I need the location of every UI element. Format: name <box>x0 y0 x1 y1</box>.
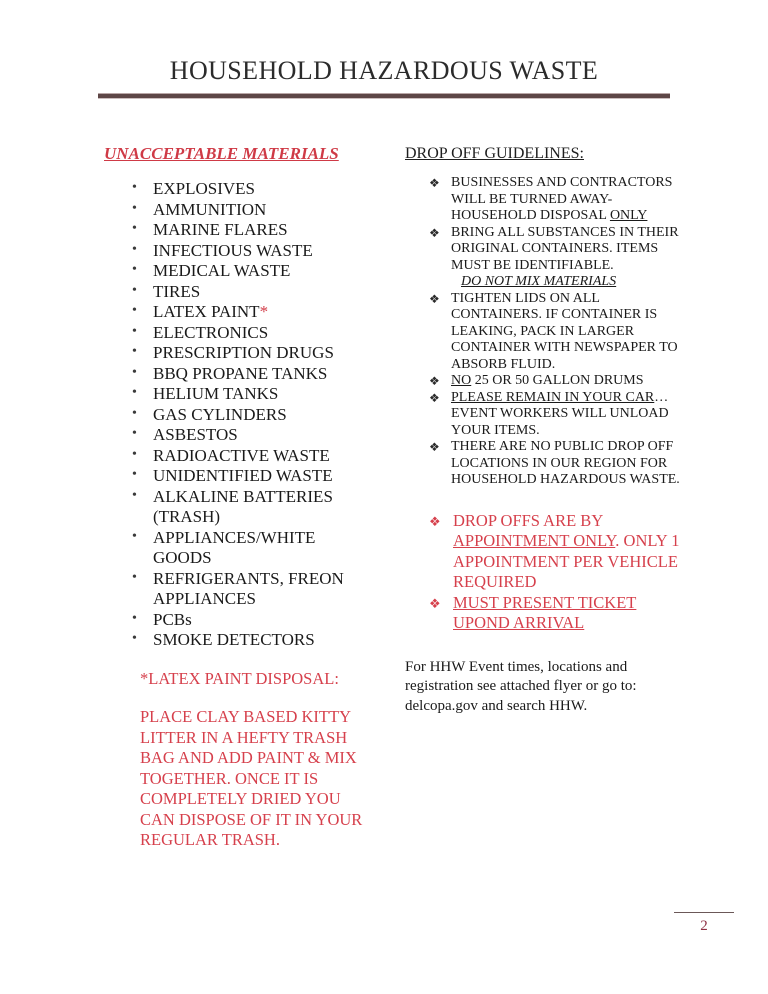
guideline-emphasis: PLEASE REMAIN IN YOUR CAR <box>451 389 655 405</box>
list-item-label: SMOKE DETECTORS <box>153 630 315 649</box>
list-item-label: MEDICAL WASTE <box>153 261 291 280</box>
guideline-item-businesses <box>429 175 680 225</box>
list-item-label: GAS CYLINDERS <box>153 404 287 424</box>
guideline-text: DROP OFFS ARE BY <box>453 510 603 530</box>
guideline-item-present-ticket <box>429 593 680 634</box>
list-item <box>130 610 375 631</box>
list-item <box>130 446 375 467</box>
page-number-block <box>668 912 740 935</box>
guideline-text: . ONLY 1 APPOINTMENT PER VEHICLE REQUIRED <box>453 531 680 591</box>
drop-off-guidelines-list <box>405 175 680 634</box>
title-divider <box>98 93 670 99</box>
list-item-latex-paint <box>130 302 375 323</box>
list-item-label: APPLIANCES/WHITE GOODS <box>153 527 316 567</box>
list-item-label: UNIDENTIFIED WASTE <box>153 466 333 485</box>
guideline-text: TIGHTEN LIDS ON ALL CONTAINERS. IF CONTAINER IS LEAKING, PACK IN LARGER CONTAINER WITH NEWSPAPER TO ABSORB FLUID. <box>451 290 678 372</box>
list-item <box>130 364 375 385</box>
guideline-item-no-public-drop-off <box>429 439 680 489</box>
list-item <box>130 466 375 487</box>
list-item <box>130 487 375 528</box>
guideline-emphasis: MUST PRESENT TICKET UPOND ARRIVAL <box>453 592 637 632</box>
list-item <box>130 405 375 426</box>
list-item-label: REFRIGERANTS, FREON APPLIANCES <box>153 568 344 608</box>
latex-note-body: PLACE CLAY BASED KITTY LITTER IN A HEFTY TRASH BAG AND ADD PAINT & MIX TOGETHER. ONCE IT IS COMPLETELY DRIED YOU CAN DISPOSE OF IT IN YOUR REGULAR TRASH. <box>140 707 363 849</box>
list-item-label: EXPLOSIVES <box>153 179 256 198</box>
guideline-item-remain-in-car <box>429 390 680 440</box>
guideline-item-appointment-only <box>429 511 680 593</box>
guideline-item-original-containers <box>429 225 680 291</box>
hhw-event-info-note: For HHW Event times, locations and registration see attached flyer or go to: delcopa.gov and search HHW. <box>405 658 637 714</box>
page-number-divider <box>674 912 734 913</box>
list-item-label: PCBs <box>153 609 192 629</box>
guideline-emphasis: NO <box>451 373 472 388</box>
list-item-label: BBQ PROPANE TANKS <box>153 363 328 383</box>
list-item-label: RADIOACTIVE WASTE <box>153 445 330 465</box>
list-item <box>130 528 375 569</box>
list-item-label: HELIUM TANKS <box>153 384 279 403</box>
unacceptable-materials-list <box>100 179 375 651</box>
drop-off-guidelines-heading: DROP OFF GUIDELINES: <box>405 145 584 162</box>
list-item-label: PRESCRIPTION DRUGS <box>153 343 334 362</box>
guideline-text: 25 OR 50 GALLON DRUMS <box>471 373 644 388</box>
guideline-emphasis: APPOINTMENT ONLY <box>453 531 616 550</box>
list-item-label: ASBESTOS <box>153 425 238 444</box>
guideline-text: …EVENT WORKERS WILL UNLOAD YOUR ITEMS. <box>451 389 669 438</box>
title-block <box>98 56 670 99</box>
list-item-label: AMMUNITION <box>153 199 267 219</box>
guideline-emphasis: ONLY <box>609 208 648 223</box>
list-item <box>130 630 375 651</box>
list-item <box>130 200 375 221</box>
list-item <box>130 261 375 282</box>
list-item <box>130 179 375 200</box>
list-item-label: TIRES <box>153 281 201 301</box>
list-item <box>130 241 375 262</box>
list-item <box>130 384 375 405</box>
page-title: HOUSEHOLD HAZARDOUS WASTE <box>169 56 599 85</box>
latex-note-heading: *LATEX PAINT DISPOSAL: <box>140 668 339 688</box>
drop-off-guidelines-column <box>405 143 680 716</box>
list-item-label: ALKALINE BATTERIES (TRASH) <box>153 486 333 526</box>
unacceptable-materials-column <box>100 143 375 851</box>
list-item-label: LATEX PAINT <box>153 302 260 321</box>
guideline-text: THERE ARE NO PUBLIC DROP OFF LOCATIONS IN OUR REGION FOR HOUSEHOLD HAZARDOUS WASTE. <box>451 439 680 487</box>
list-item <box>130 343 375 364</box>
list-item <box>130 569 375 610</box>
unacceptable-materials-heading: UNACCEPTABLE MATERIALS <box>104 144 339 163</box>
list-item <box>130 282 375 303</box>
latex-asterisk: * <box>259 302 269 321</box>
list-item <box>130 323 375 344</box>
guideline-text: BRING ALL SUBSTANCES IN THEIR ORIGINAL CONTAINERS. ITEMS MUST BE IDENTIFIABLE. <box>451 224 679 273</box>
list-item <box>130 220 375 241</box>
list-item-label: MARINE FLARES <box>153 220 288 239</box>
guideline-item-no-drums <box>429 373 680 390</box>
latex-paint-disposal-note <box>100 669 375 851</box>
list-item-label: ELECTRONICS <box>153 322 269 342</box>
guideline-text: BUSINESSES AND CONTRACTORS WILL BE TURNED AWAY-HOUSEHOLD DISPOSAL <box>451 175 673 223</box>
page-number: 2 <box>700 918 708 934</box>
list-item-label: INFECTIOUS WASTE <box>153 240 313 260</box>
guideline-emphasis: DO NOT MIX MATERIALS <box>461 274 617 289</box>
guideline-item-tighten-lids <box>429 291 680 374</box>
list-item <box>130 425 375 446</box>
